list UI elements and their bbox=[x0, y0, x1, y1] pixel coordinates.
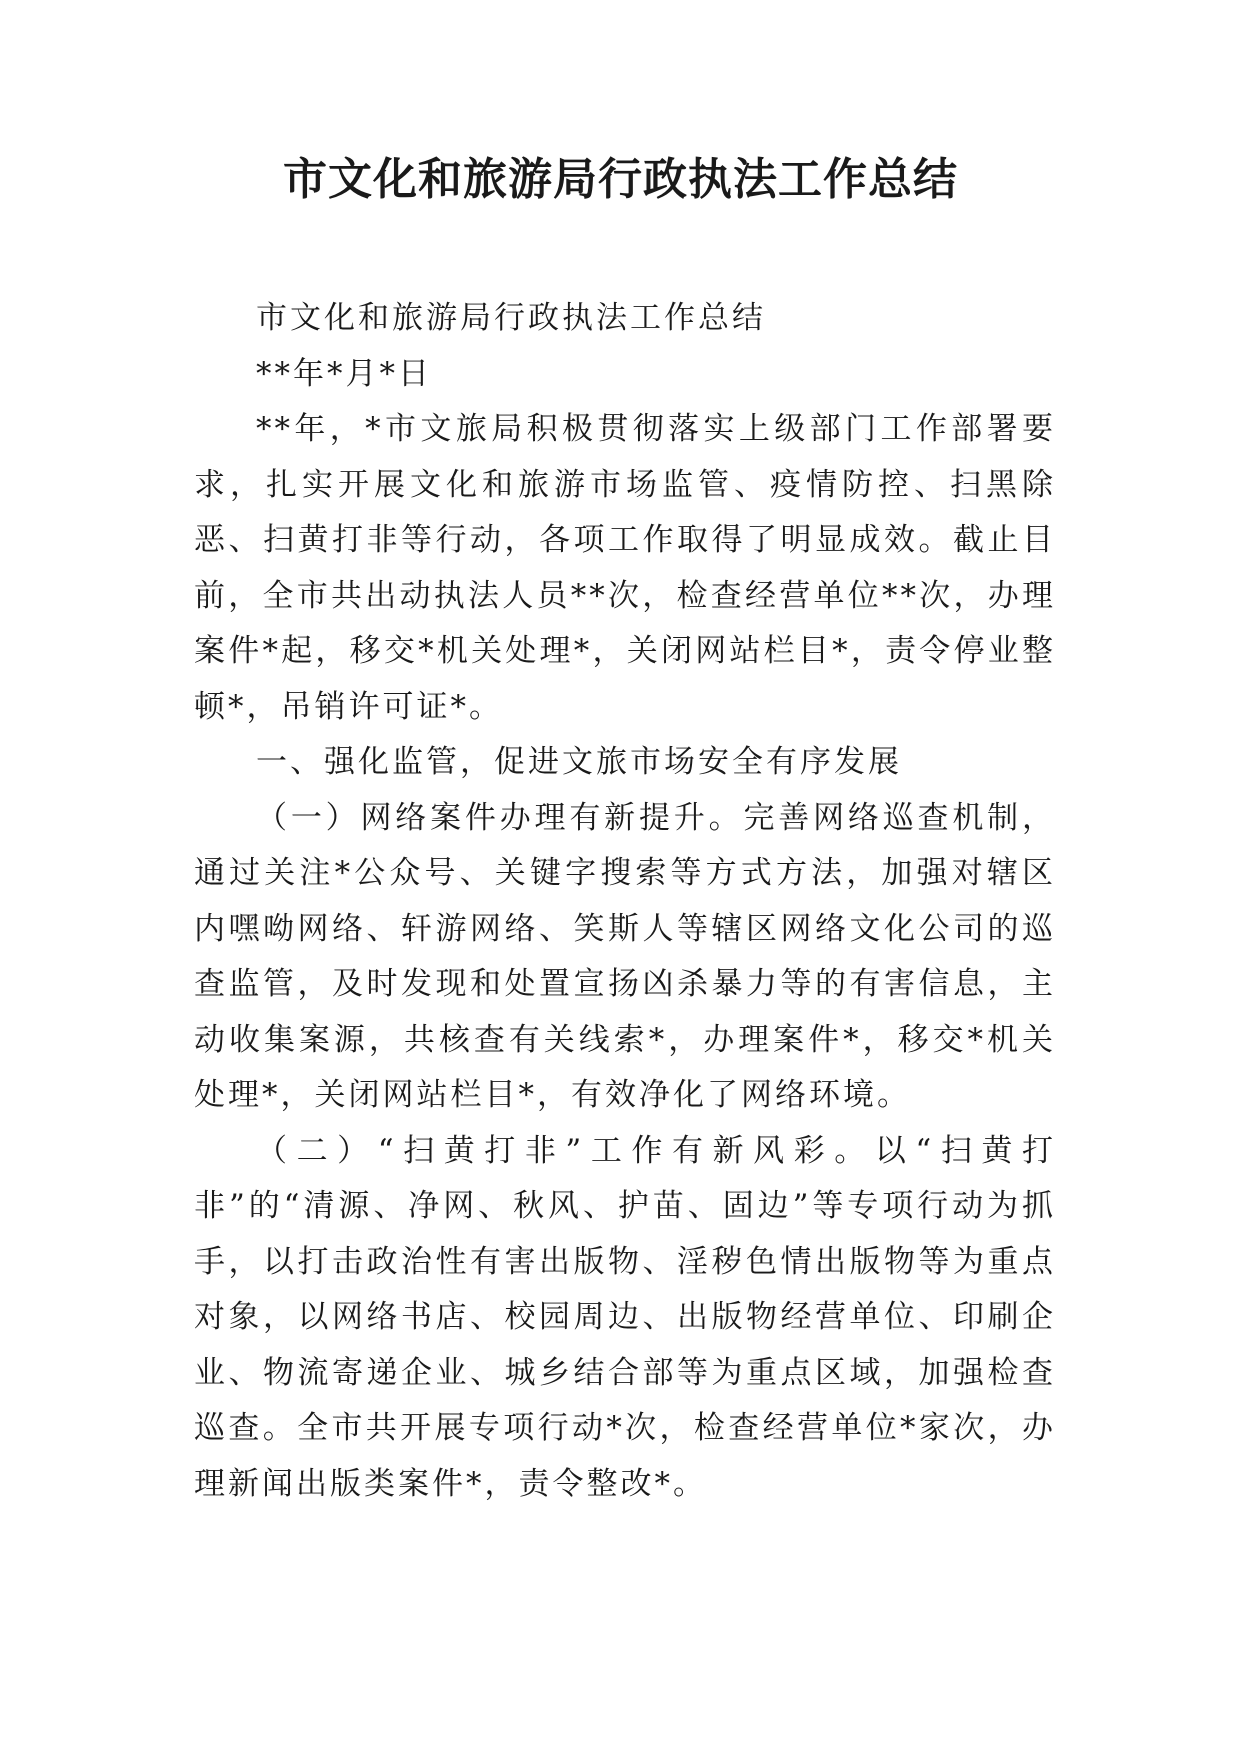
document-body bbox=[194, 291, 1056, 1512]
intro-paragraph: **年，*市文旅局积极贯彻落实上级部门工作部署要求，扎实开展文化和旅游市场监管、疫情防控、扫黑除恶、扫黄打非等行动，各项工作取得了明显成效。截止目前，全市共出动执法人员**次，检查经营单位**次，办理案件*起，移交*机关处理*，关闭网站栏目*，责令停业整顿*，吊销许可证*。 bbox=[194, 411, 1056, 725]
date-paragraph: **年*月*日 bbox=[256, 355, 432, 392]
subsection-paragraph-1: （一）网络案件办理有新提升。完善网络巡查机制，通过关注*公众号、关键字搜索等方式方法，加强对辖区内嘿呦网络、轩游网络、笑斯人等辖区网络文化公司的巡查监管，及时发现和处置宣扬凶杀暴力等的有害信息，主动收集案源，共核查有关线索*，办理案件*，移交*机关处理*，关闭网站栏目*，有效净化了网络环境。 bbox=[194, 799, 1056, 1113]
subtitle-paragraph: 市文化和旅游局行政执法工作总结 bbox=[256, 300, 766, 336]
document-title: 市文化和旅游局行政执法工作总结 bbox=[283, 154, 958, 205]
section-heading-1: 一、强化监管，促进文旅市场安全有序发展 bbox=[256, 744, 902, 780]
subsection-paragraph-2: （二）“扫黄打非”工作有新风彩。以“扫黄打非”的“清源、净网、秋风、护苗、固边”等专项行动为抓手，以打击政治性有害出版物、淫秽色情出版物等为重点对象，以网络书店、校园周边、出版物经营单位、印刷企业、物流寄递企业、城乡结合部等为重点区域，加强检查巡查。全市共开展专项行动*次，检查经营单位*家次，办理新闻出版类案件*，责令整改*。 bbox=[194, 1132, 1056, 1502]
